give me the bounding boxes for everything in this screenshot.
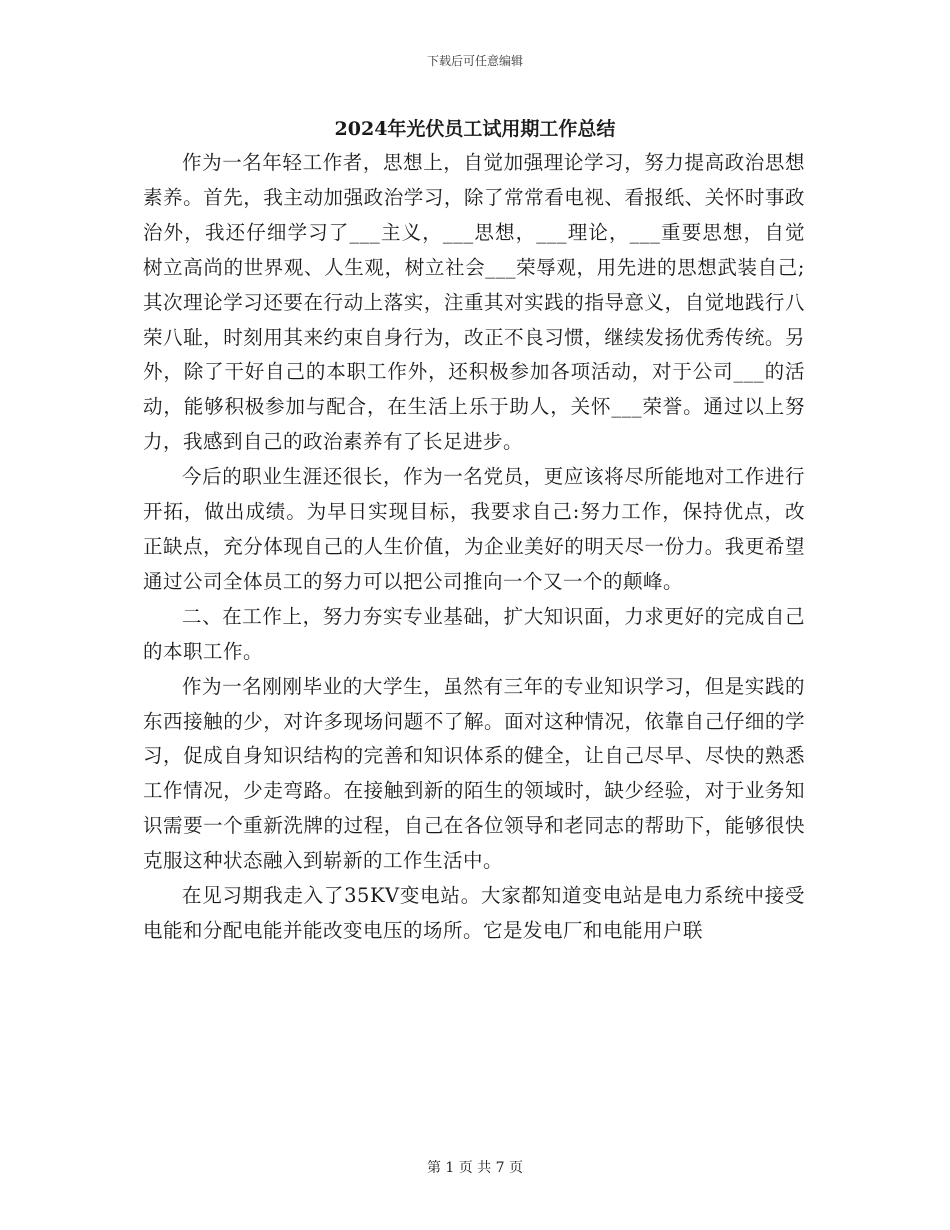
paragraph-2: 今后的职业生涯还很长，作为一名党员，更应该将尽所能地对工作进行开拓，做出成绩。为早日实现目标，我要求自己:努力工作，保持优点，改正缺点，充分体现自己的人生价值，为企业美好的明天尽一份力。我更希望通过公司全体员工的努力可以把公司推向一个又一个的颠峰。 bbox=[143, 465, 805, 593]
page-header-note: 下载后可任意编辑 bbox=[426, 54, 523, 68]
document-title: 2024年光伏员工试用期工作总结 bbox=[334, 118, 616, 140]
page-footer: 第 1 页 共 7 页 bbox=[426, 1160, 524, 1176]
paragraph-1: 作为一名年轻工作者，思想上，自觉加强理论学习，努力提高政治思想素养。首先，我主动加强政治学习，除了常常看电视、看报纸、关怀时事政治外，我还仔细学习了___主义，___思想，___理论，___重要思想，自觉树立高尚的世界观、人生观，树立社会___荣辱观，用先进的思想武装自己;其次理论学习还要在行动上落实，注重其对实践的指导意义，自觉地践行八荣八耻，时刻用其来约束自身行为，改正不良习惯，继续发扬优秀传统。另外，除了干好自己的本职工作外，还积极参加各项活动，对于公司___的活动，能够积极参加与配合，在生活上乐于助人，关怀___荣誉。通过以上努力，我感到自己的政治素养有了长足进步。 bbox=[143, 151, 805, 454]
document-body bbox=[143, 146, 805, 949]
paragraph-3: 二、在工作上，努力夯实专业基础，扩大知识面，力求更好的完成自己的本职工作。 bbox=[143, 604, 805, 663]
paragraph-4: 作为一名刚刚毕业的大学生，虽然有三年的专业知识学习，但是实践的东西接触的少，对许多现场问题不了解。面对这种情况，依靠自己仔细的学习，促成自身知识结构的完善和知识体系的健全，让自己尽早、尽快的熟悉工作情况，少走弯路。在接触到新的陌生的领域时，缺少经验，对于业务知识需要一个重新洗牌的过程，自己在各位领导和老同志的帮助下，能够很快克服这种状态融入到崭新的工作生活中。 bbox=[143, 674, 805, 873]
paragraph-5: 在见习期我走入了35KV变电站。大家都知道变电站是电力系统中接受电能和分配电能并能改变电压的场所。它是发电厂和电能用户联 bbox=[143, 884, 805, 942]
